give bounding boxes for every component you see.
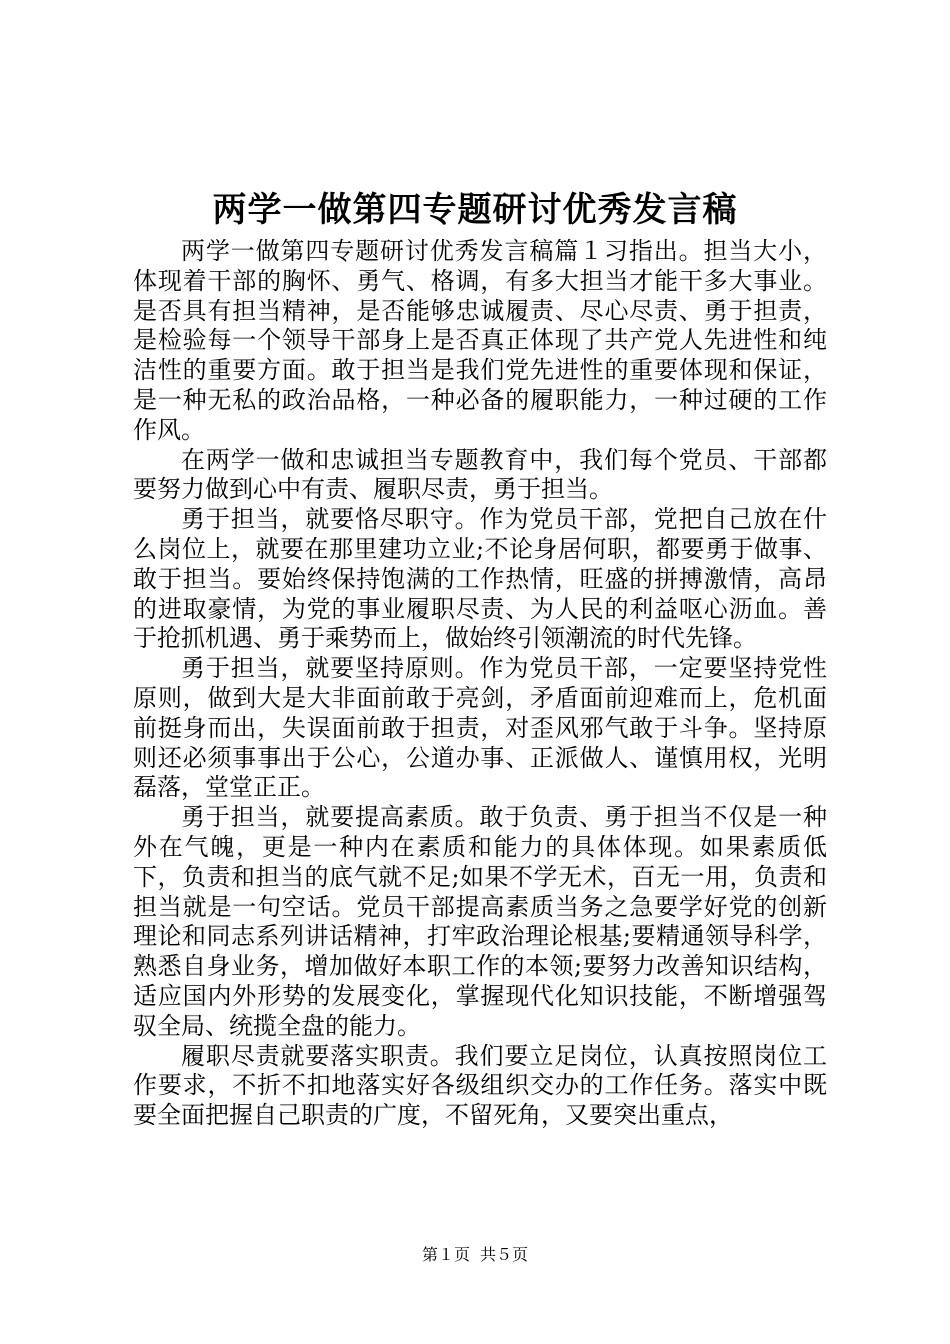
page-number-total: 共５页 <box>480 1245 529 1264</box>
document-title: 两学一做第四专题研讨优秀发言稿 <box>212 190 738 230</box>
paragraph-4: 勇于担当，就要坚持原则。作为党员干部，一定要坚持党性原则，做到大是大非面前敢于亮剑，矛盾面前迎难而上，危机面前挺身而出，失误面前敢于担责，对歪风邪气敢于斗争。坚持原则还必须事事出于公心，公道办事、正派做人、谨慎用权，光明磊落，堂堂正正。 <box>133 654 827 802</box>
page-footer <box>0 1243 950 1267</box>
paragraph-2: 在两学一做和忠诚担当专题教育中，我们每个党员、干部都要努力做到心中有责、履职尽责，勇于担当。 <box>133 445 827 504</box>
document-body <box>133 237 827 1131</box>
paragraph-3: 勇于担当，就要恪尽职守。作为党员干部，党把自己放在什么岗位上，就要在那里建功立业;不论身居何职，都要勇于做事、敢于担当。要始终保持饱满的工作热情，旺盛的拼搏激情，高昂的进取豪情，为党的事业履职尽责、为人民的利益呕心沥血。善于抢抓机遇、勇于乘势而上，做始终引领潮流的时代先锋。 <box>133 505 827 653</box>
paragraph-1: 两学一做第四专题研讨优秀发言稿篇１习指出。担当大小，体现着干部的胸怀、勇气、格调，有多大担当才能干多大事业。是否具有担当精神，是否能够忠诚履责、尽心尽责、勇于担责，是检验每一个领导干部身上是否真正体现了共产党人先进性和纯洁性的重要方面。敢于担当是我们党先进性的重要体现和保证，是一种无私的政治品格，一种必备的履职能力，一种过硬的工作作风。 <box>133 237 827 444</box>
paragraph-6: 履职尽责就要落实职责。我们要立足岗位，认真按照岗位工作要求，不折不扣地落实好各级组织交办的工作任务。落实中既要全面把握自己职责的广度，不留死角，又要突出重点， <box>133 1041 827 1130</box>
paragraph-5: 勇于担当，就要提高素质。敢于负责、勇于担当不仅是一种外在气魄，更是一种内在素质和能力的具体体现。如果素质低下，负责和担当的底气就不足;如果不学无术，百无一用，负责和担当就是一句空话。党员干部提高素质当务之急要学好党的创新理论和同志系列讲话精神，打牢政治理论根基;要精通领导科学，熟悉自身业务，增加做好本职工作的本领;要努力改善知识结构，适应国内外形势的发展变化，掌握现代化知识技能，不断增强驾驭全局、统揽全盘的能力。 <box>133 803 827 1040</box>
page-number-current: 第１页 <box>421 1245 470 1264</box>
